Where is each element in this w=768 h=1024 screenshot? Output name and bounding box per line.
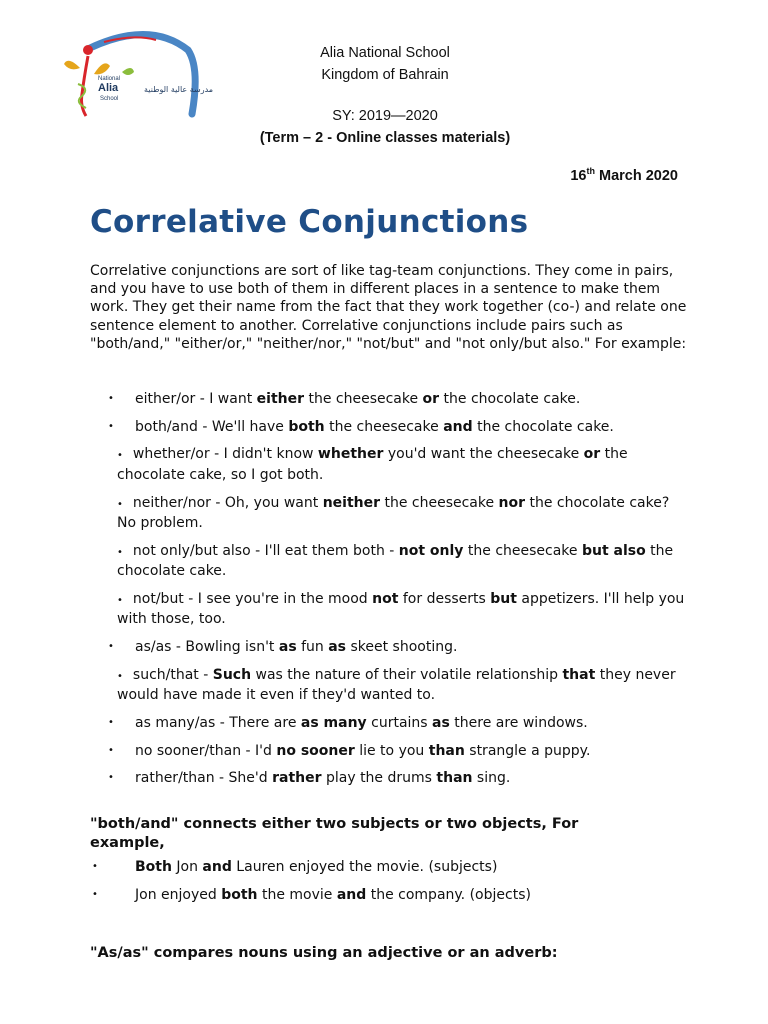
example-text: fun (296, 639, 329, 656)
emphasized-conjunction: both (288, 418, 325, 435)
school-name: Alia National School (320, 45, 450, 61)
logo-text-national: National (98, 76, 121, 82)
example-list-item (108, 666, 688, 705)
example-text: the cheesecake (380, 494, 499, 511)
bullet-icon: • (117, 546, 123, 558)
logo-leaf-green (122, 68, 134, 75)
emphasized-conjunction: Both (135, 859, 172, 875)
bullet-icon: • (117, 450, 123, 462)
document-date (570, 166, 678, 184)
bullet-icon: • (108, 641, 114, 653)
example-text: whether/or - I didn't know (132, 446, 318, 463)
example-list-item (108, 542, 688, 581)
emphasized-conjunction: both (221, 887, 258, 903)
example-text: appetizers. I'll help you with those, too. (117, 590, 685, 628)
logo-text-arabic: مدرسة عالية الوطنية (144, 85, 214, 94)
example-text: the chocolate cake? No problem. (117, 494, 670, 532)
example-text: for desserts (398, 590, 491, 607)
example-text: as many/as - There are (135, 715, 301, 731)
example-text: there are windows. (449, 715, 588, 731)
bullet-icon: • (117, 670, 123, 682)
example-text: the cheesecake (304, 391, 423, 407)
example-text: either/or - I want (135, 391, 257, 407)
bullet-icon: • (108, 420, 114, 432)
emphasized-conjunction: and (336, 887, 367, 903)
emphasized-conjunction: whether (317, 446, 384, 463)
date-rest: March 2020 (594, 167, 678, 184)
example-list-item (108, 714, 688, 733)
bullet-icon: • (117, 498, 123, 510)
example-text: lie to you (354, 742, 429, 759)
section-heading-as-as: "As/as" compares nouns using an adjective or an adverb: (90, 945, 558, 961)
bullet-icon: • (92, 889, 98, 900)
example-text: strangle a puppy. (464, 742, 591, 759)
example-list-item (108, 494, 688, 533)
example-list-item (108, 742, 688, 761)
emphasized-conjunction: and (202, 859, 232, 875)
emphasized-conjunction: that (562, 666, 596, 683)
emphasized-conjunction: as (432, 715, 450, 731)
example-text: curtains (366, 715, 433, 731)
emphasized-conjunction: nor (498, 494, 526, 511)
emphasized-conjunction: and (443, 418, 473, 435)
emphasized-conjunction: but also (581, 542, 646, 559)
example-text: Lauren enjoyed the movie. (subjects) (231, 859, 498, 875)
bullet-icon: • (108, 772, 114, 784)
example-list-item (108, 590, 688, 629)
example-text: Jon enjoyed (135, 887, 222, 903)
emphasized-conjunction: either (256, 391, 305, 407)
example-text: the movie (257, 887, 337, 903)
intro-paragraph: Correlative conjunctions are sort of like tag-team conjunctions. They come in pairs, and you have to use both of them in different places in a sentence to make them work. They get their name from the fact that they work together (co-) and relate one sentence element to another. Correlative conjunctions include pairs such as "both/and," "either/or," "neither/nor," "not/but" and "not only/but also." For example: (90, 263, 687, 352)
both-and-list-item (90, 858, 670, 877)
example-list-item (108, 418, 688, 437)
emphasized-conjunction: rather (272, 770, 322, 787)
example-text: the cheesecake (463, 542, 582, 559)
example-text: as/as - Bowling isn't (135, 639, 279, 656)
emphasized-conjunction: Such (212, 666, 252, 683)
example-text: play the drums (321, 770, 437, 787)
page-title: Correlative Conjunctions (90, 204, 529, 240)
example-text: such/that - (132, 666, 213, 683)
example-text: rather/than - She'd (135, 770, 273, 787)
both-and-list-item (90, 886, 670, 905)
example-text: the chocolate cake, so I got both. (117, 446, 628, 483)
bullet-icon: • (108, 744, 114, 756)
emphasized-conjunction: as (328, 639, 347, 656)
example-text: not/but - I see you're in the mood (132, 590, 373, 607)
school-year: SY: 2019—2020 (332, 108, 438, 124)
example-text: not only/but also - I'll eat them both - (132, 542, 399, 559)
example-text: you'd want the cheesecake (383, 446, 584, 463)
emphasized-conjunction: not (372, 590, 399, 607)
example-list-item (108, 445, 688, 484)
example-text: skeet shooting. (346, 639, 458, 656)
term-info: (Term – 2 - Online classes materials) (259, 130, 511, 146)
example-text: no sooner/than - I'd (135, 742, 277, 759)
emphasized-conjunction: or (422, 391, 440, 407)
example-list-item (108, 769, 688, 788)
school-header (230, 42, 540, 149)
emphasized-conjunction: than (428, 742, 465, 759)
example-text: was the nature of their volatile relationship (251, 666, 563, 683)
example-text: the chocolate cake. (439, 391, 581, 407)
example-list-item (108, 390, 688, 409)
school-logo-graphic (60, 28, 214, 124)
emphasized-conjunction: but (490, 590, 517, 607)
logo-leaf-right (94, 63, 110, 74)
example-text: Jon (171, 859, 203, 875)
logo-arc (90, 34, 195, 114)
school-logo (60, 28, 214, 124)
section-heading-both-and: "both/and" connects either two subjects or two objects, For example, (90, 816, 579, 851)
bullet-icon: • (92, 861, 98, 872)
both-and-examples-list (90, 858, 670, 914)
date-suffix: th (586, 166, 595, 176)
emphasized-conjunction: neither (322, 494, 381, 511)
bullet-icon: • (108, 393, 114, 404)
emphasized-conjunction: than (436, 770, 473, 787)
example-text: the chocolate cake. (472, 418, 614, 435)
logo-text-alia: Alia (98, 82, 119, 94)
example-text: the cheesecake (324, 418, 444, 435)
example-text: the company. (objects) (366, 887, 531, 903)
bullet-icon: • (117, 594, 123, 606)
school-country: Kingdom of Bahrain (321, 67, 449, 83)
emphasized-conjunction: as many (300, 715, 367, 731)
example-list-item (108, 638, 688, 657)
emphasized-conjunction: as (278, 639, 297, 656)
emphasized-conjunction: or (583, 446, 601, 463)
emphasized-conjunction: not only (398, 542, 464, 559)
date-day: 16 (570, 167, 587, 184)
example-text: neither/nor - Oh, you want (132, 494, 323, 511)
logo-head (83, 45, 93, 55)
bullet-icon: • (108, 717, 114, 728)
example-text: the chocolate cake. (117, 542, 674, 580)
examples-list (108, 390, 688, 797)
logo-leaf-left (64, 61, 80, 70)
example-text: sing. (472, 770, 511, 787)
example-text: they never would have made it even if they'd wanted to. (117, 666, 676, 704)
emphasized-conjunction: no sooner (276, 742, 355, 759)
logo-text-school: School (100, 96, 119, 102)
example-text: both/and - We'll have (135, 418, 289, 435)
